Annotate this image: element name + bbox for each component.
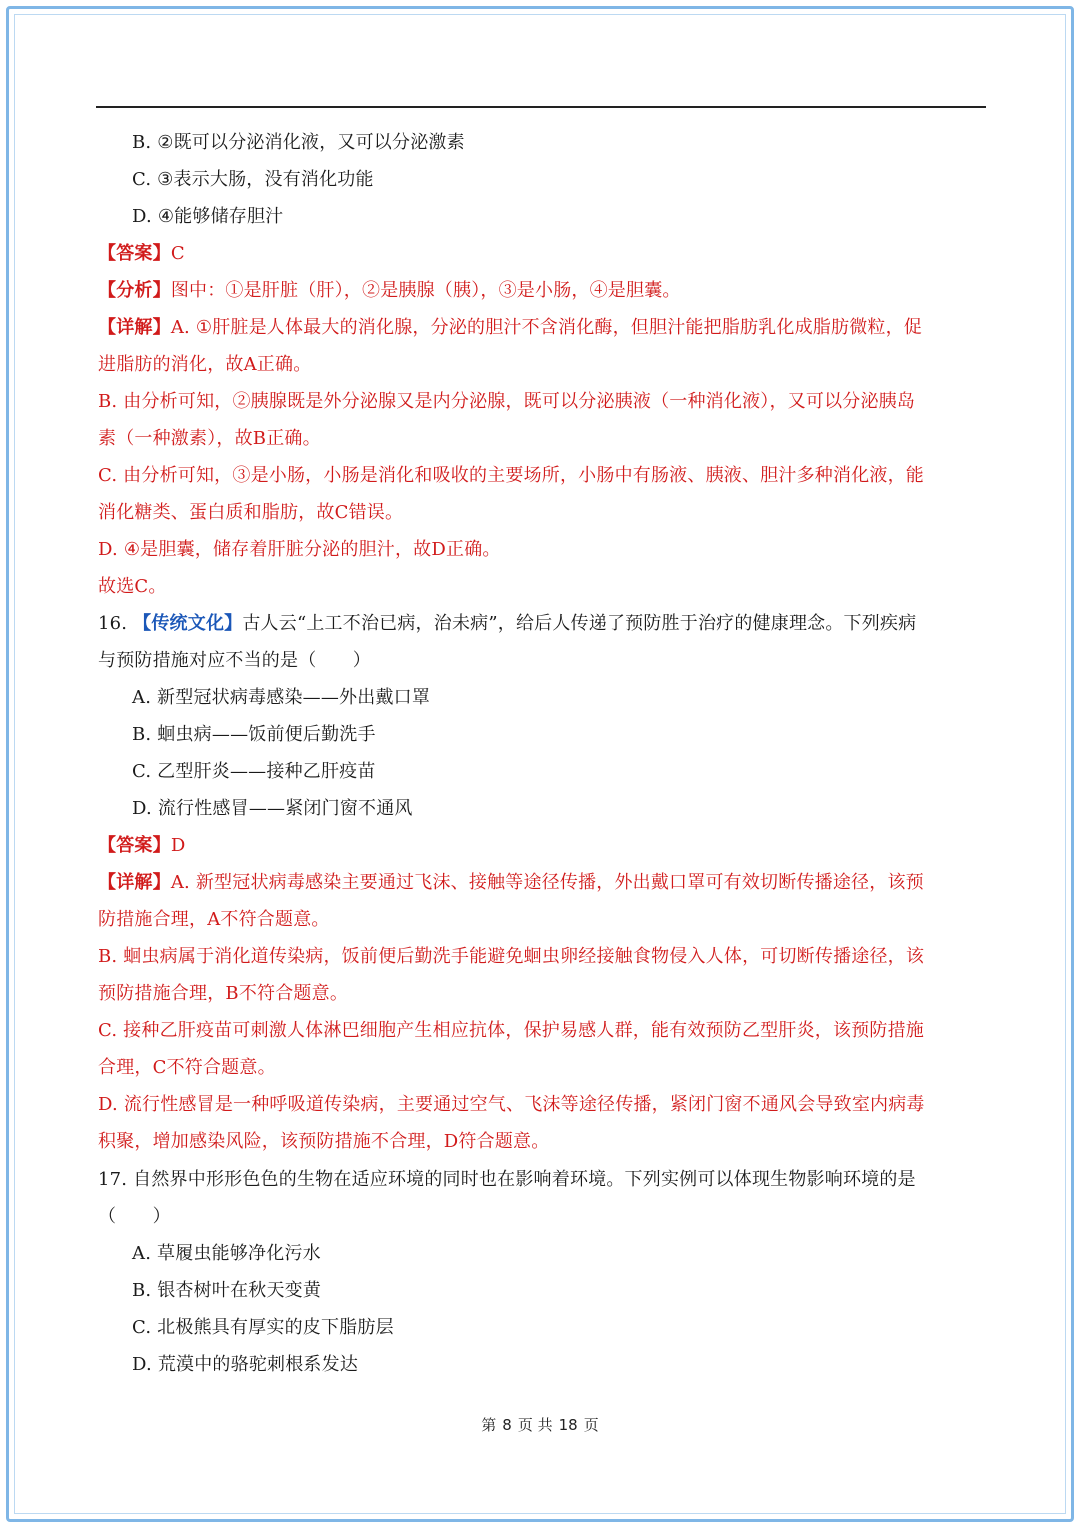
detail-tag: 【详解】 <box>98 872 171 893</box>
page-footer <box>0 1414 1080 1435</box>
footer-total-pages: 18 <box>558 1416 578 1434</box>
q15-detail-a-line1 <box>98 316 922 340</box>
q15-detail-c-line2: 消化糖类、蛋白质和脂肪，故C错误。 <box>98 502 404 523</box>
answer-value: D <box>170 835 186 856</box>
q16-stem-line1 <box>98 612 916 636</box>
q15-detail-a-line2: 进脂肪的消化，故A正确。 <box>98 354 312 375</box>
footer-middle: 页 共 <box>517 1416 553 1434</box>
detail-tag: 【详解】 <box>98 317 171 338</box>
detail-text: A. ①肝脏是人体最大的消化腺，分泌的胆汁不含消化酶，但胆汁能把脂肪乳化成脂肪微粒，促 <box>170 317 922 338</box>
q16-detail-c-line2: 合理，C不符合题意。 <box>98 1057 276 1078</box>
q16-number: 16. <box>98 613 128 634</box>
q17-stem-line1: 17. 自然界中形形色色的生物在适应环境的同时也在影响着环境。下列实例可以体现生物影响环境的是 <box>98 1169 916 1190</box>
q17-option-b: B. 银杏树叶在秋天变黄 <box>132 1280 322 1301</box>
header-rule <box>96 106 986 108</box>
q15-detail-c-line1: C. 由分析可知，③是小肠，小肠是消化和吸收的主要场所，小肠中有肠液、胰液、胆汁多种消化液，能 <box>98 465 924 486</box>
q16-stem-line2: 与预防措施对应不当的是（ ） <box>98 650 371 671</box>
q16-detail-c-line1: C. 接种乙肝疫苗可刺激人体淋巴细胞产生相应抗体，保护易感人群，能有效预防乙型肝炎，该预防措施 <box>98 1020 924 1041</box>
answer-tag: 【答案】 <box>98 835 171 856</box>
q15-detail-b-line2: 素（一种激素），故B正确。 <box>98 428 321 449</box>
q16-detail-a-line1 <box>98 871 924 895</box>
q15-conclusion: 故选C。 <box>98 576 167 597</box>
q15-analysis <box>98 279 681 303</box>
q15-option-b: B. ②既可以分泌消化液，又可以分泌激素 <box>132 132 465 153</box>
q15-answer <box>98 242 185 266</box>
q16-option-a: A. 新型冠状病毒感染——外出戴口罩 <box>132 687 431 708</box>
analysis-text: 图中：①是肝脏（肝），②是胰腺（胰），③是小肠，④是胆囊。 <box>170 280 681 301</box>
q17-option-d: D. 荒漠中的骆驼刺根系发达 <box>132 1354 359 1375</box>
q16-category-tag: 【传统文化】 <box>133 613 243 634</box>
q16-detail-b-line1: B. 蛔虫病属于消化道传染病，饭前便后勤洗手能避免蛔虫卵经接触食物侵入人体，可切断传播途径，该 <box>98 946 925 967</box>
analysis-tag: 【分析】 <box>98 280 171 301</box>
q17-option-a: A. 草履虫能够净化污水 <box>132 1243 321 1264</box>
q16-detail-d-line2: 积聚，增加感染风险，该预防措施不合理，D符合题意。 <box>98 1131 550 1152</box>
q15-option-c: C. ③表示大肠，没有消化功能 <box>132 169 374 190</box>
q17-option-c: C. 北极熊具有厚实的皮下脂肪层 <box>132 1317 394 1338</box>
answer-value: C <box>170 243 185 264</box>
q16-stem-text: 古人云“上工不治已病，治未病”，给后人传递了预防胜于治疗的健康理念。下列疾病 <box>242 613 917 634</box>
q15-detail-d-line1: D. ④是胆囊，储存着肝脏分泌的胆汁，故D正确。 <box>98 539 501 560</box>
q16-option-d: D. 流行性感冒——紧闭门窗不通风 <box>132 798 413 819</box>
q17-stem-line2: （ ） <box>98 1206 171 1227</box>
q15-option-d: D. ④能够储存胆汁 <box>132 206 284 227</box>
q16-option-b: B. 蛔虫病——饭前便后勤洗手 <box>132 724 376 745</box>
footer-prefix: 第 <box>481 1416 497 1434</box>
q16-option-c: C. 乙型肝炎——接种乙肝疫苗 <box>132 761 376 782</box>
answer-tag: 【答案】 <box>98 243 171 264</box>
q16-detail-a-line2: 防措施合理，A不符合题意。 <box>98 909 330 930</box>
detail-text: A. 新型冠状病毒感染主要通过飞沫、接触等途径传播，外出戴口罩可有效切断传播途径，该预 <box>170 872 924 893</box>
q16-answer <box>98 834 185 858</box>
footer-suffix: 页 <box>583 1416 599 1434</box>
q15-detail-b-line1: B. 由分析可知，②胰腺既是外分泌腺又是内分泌腺，既可以分泌胰液（一种消化液），又可以分泌胰岛 <box>98 391 916 412</box>
q16-detail-b-line2: 预防措施合理，B不符合题意。 <box>98 983 349 1004</box>
footer-current-page: 8 <box>502 1416 512 1434</box>
q16-detail-d-line1: D. 流行性感冒是一种呼吸道传染病，主要通过空气、飞沫等途径传播，紧闭门窗不通风会导致室内病毒 <box>98 1094 925 1115</box>
